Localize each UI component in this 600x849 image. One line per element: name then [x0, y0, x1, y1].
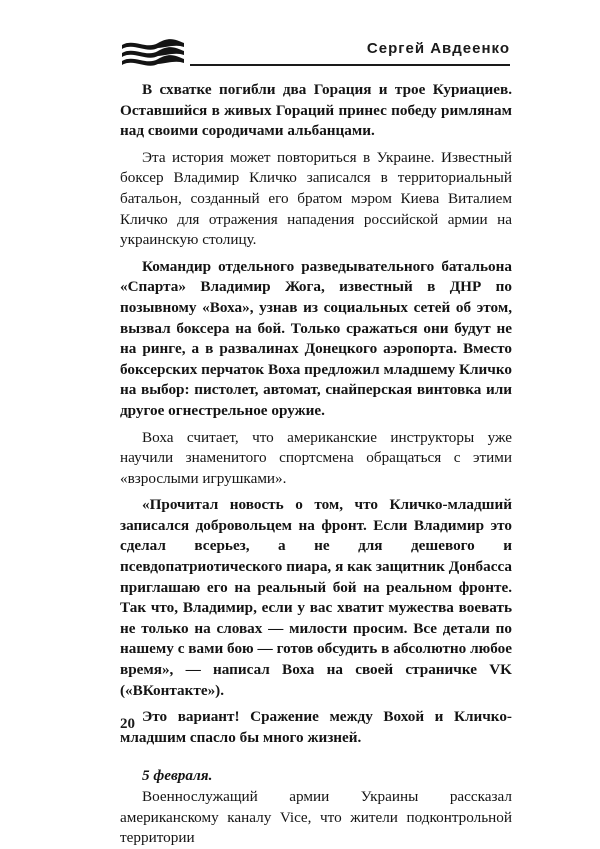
paragraph-4: Воха считает, что американские инструкторы уже научили знаменитого спортсмена обращаться с этими «взрослыми игрушками».: [120, 428, 512, 487]
running-header: [120, 34, 510, 74]
date-heading: 5 февраля.: [142, 767, 213, 785]
main-text: [120, 80, 512, 849]
header-rule: [190, 64, 510, 66]
page-number: 20: [120, 716, 135, 732]
paragraph-3: Командир отдельного разведывательного батальона «Спарта» Владимир Жога, известный в ДНР по позывному «Воха», узнав из социальных сетей об этом, вызвал боксера на бой. Только сражаться они будут не на ринге, а в развалинах Донецкого аэропорта. Вместо боксерских перчаток Воха предложил младшему Кличко на выбор: пистолет, автомат, снайперская винтовка или другое огнестрельное оружие.: [120, 257, 512, 419]
paragraph-5: «Прочитал новость о том, что Кличко-младший записался добровольцем на фронт. Если Владимир это сделал всерьез, а не для дешевого и псевдопатриотического пиара, я как защитник Донбасса приглашаю его на реальный бой на реальном фронте. Так что, Владимир, если у вас хватит мужества воевать не только на словах — милости просим. Все детали по нашему с вами бою — готов обсудить в абсолютно любое время», — написал Воха на своей страничке VK («ВКонтакте»).: [120, 496, 512, 699]
paragraph-1: В схватке погибли два Горация и трое Куриациев. Оставшийся в живых Гораций принес победу римлянам над своими сородичами альбанцами.: [120, 81, 512, 140]
author-name: Сергей Авдеенко: [366, 40, 510, 57]
paragraph-2: Эта история может повториться в Украине. Известный боксер Владимир Кличко записался в территориальный батальон, созданный его братом мэром Киева Виталием Кличко для отражения нападения российской армии на украинскую столицу.: [120, 148, 512, 249]
paragraph-6: Это вариант! Сражение между Вохой и Кличко-младшим спасло бы много жизней.: [120, 708, 512, 746]
flag-stripes-icon: [120, 36, 186, 70]
paragraph-7: Военнослужащий армии Украины рассказал американскому каналу Vice, что жители подконтрольной территории: [120, 788, 512, 847]
